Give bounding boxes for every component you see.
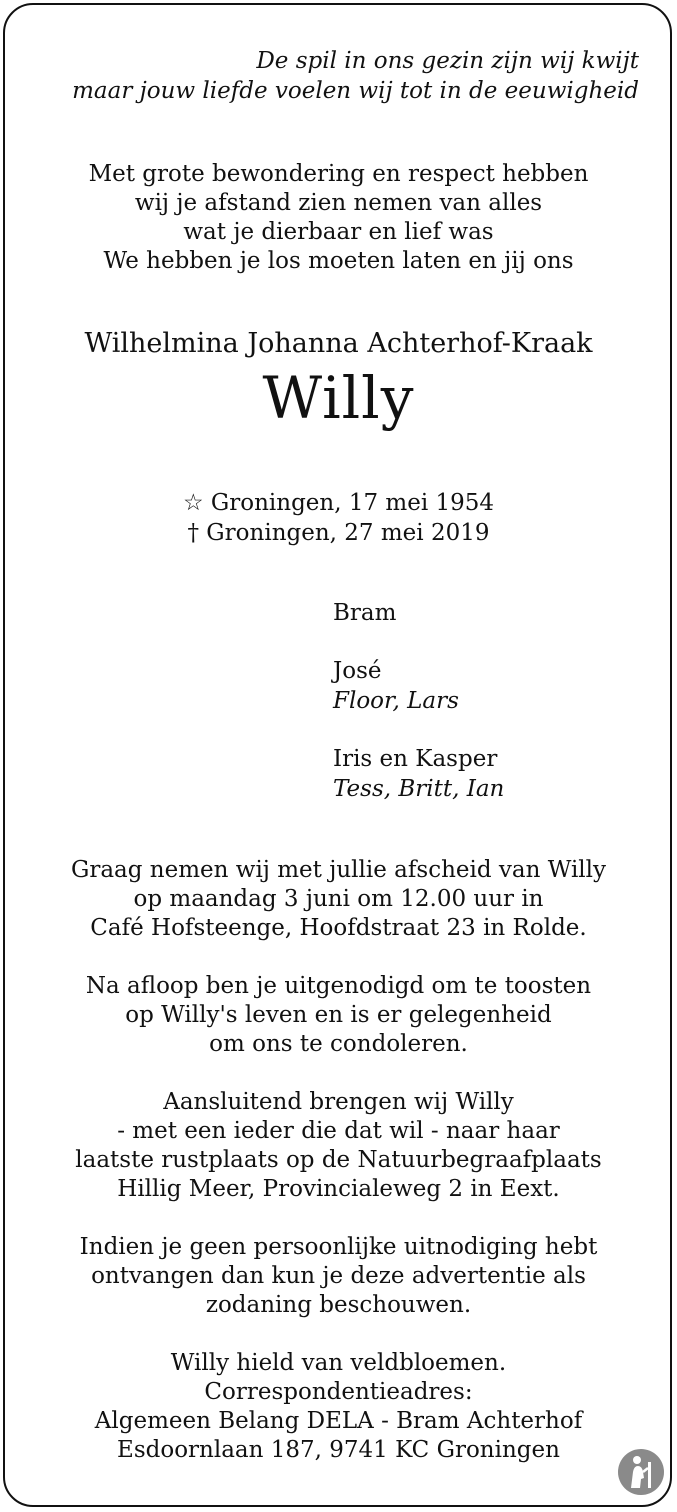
death-date: † Groningen, 27 mei 2019 xyxy=(187,520,490,546)
notice-line: ontvangen dan kun je deze advertentie als xyxy=(91,1263,586,1289)
deceased-nickname: Willy xyxy=(262,364,415,432)
poem-line: Met grote bewondering en respect hebben xyxy=(88,161,589,187)
notice-paragraph xyxy=(0,972,677,1059)
funeral-notice xyxy=(0,856,677,1494)
family-group xyxy=(333,598,504,628)
notice-paragraph xyxy=(0,1233,677,1320)
family-list xyxy=(333,598,504,832)
notice-line: Na afloop ben je uitgenodigd om te toosten xyxy=(85,973,592,999)
poem xyxy=(0,160,677,276)
motto-line: De spil in ons gezin zijn wij kwijt xyxy=(256,48,639,74)
motto xyxy=(72,46,639,106)
birth-date: ☆ Groningen, 17 mei 1954 xyxy=(182,490,495,516)
notice-line: Algemeen Belang DELA - Bram Achterhof xyxy=(94,1408,583,1434)
family-group xyxy=(333,656,504,716)
poem-line: We hebben je los moeten laten en jij ons xyxy=(103,248,574,274)
notice-line: Café Hofsteenge, Hoofdstraat 23 in Rolde. xyxy=(90,915,587,941)
deceased-full-name: Wilhelmina Johanna Achterhof-Kraak xyxy=(84,328,593,359)
family-group xyxy=(333,744,504,804)
notice-line: Willy hield van veldbloemen. xyxy=(170,1350,507,1376)
notice-line: Aansluitend brengen wij Willy xyxy=(163,1089,514,1115)
grandchildren: Floor, Lars xyxy=(333,688,459,714)
publisher-logo-icon xyxy=(617,1448,665,1496)
family-member: José xyxy=(333,658,382,684)
notice-line: op maandag 3 juni om 12.00 uur in xyxy=(133,886,544,912)
notice-line: - met een ieder die dat wil - naar haar xyxy=(117,1118,560,1144)
poem-line: wat je dierbaar en lief was xyxy=(183,219,494,245)
life-dates xyxy=(0,488,677,548)
notice-line: om ons te condoleren. xyxy=(209,1031,468,1057)
notice-paragraph xyxy=(0,856,677,943)
notice-paragraph xyxy=(0,1088,677,1204)
family-member: Bram xyxy=(333,600,397,626)
notice-line: Esdoornlaan 187, 9741 KC Groningen xyxy=(117,1437,560,1463)
notice-line: zodaning beschouwen. xyxy=(205,1292,472,1318)
notice-line: Graag nemen wij met jullie afscheid van Willy xyxy=(70,857,607,883)
family-member: Iris en Kasper xyxy=(333,746,498,772)
notice-paragraph xyxy=(0,1349,677,1465)
motto-line: maar jouw liefde voelen wij tot in de eeuwigheid xyxy=(72,78,639,104)
notice-line: op Willy's leven en is er gelegenheid xyxy=(125,1002,552,1028)
notice-line: Correspondentieadres: xyxy=(204,1379,473,1405)
notice-line: Indien je geen persoonlijke uitnodiging hebt xyxy=(79,1234,598,1260)
notice-line: laatste rustplaats op de Natuurbegraafplaats xyxy=(75,1147,602,1173)
notice-line: Hillig Meer, Provincialeweg 2 in Eext. xyxy=(117,1176,560,1202)
poem-line: wij je afstand zien nemen van alles xyxy=(134,190,543,216)
grandchildren: Tess, Britt, Ian xyxy=(333,776,505,802)
